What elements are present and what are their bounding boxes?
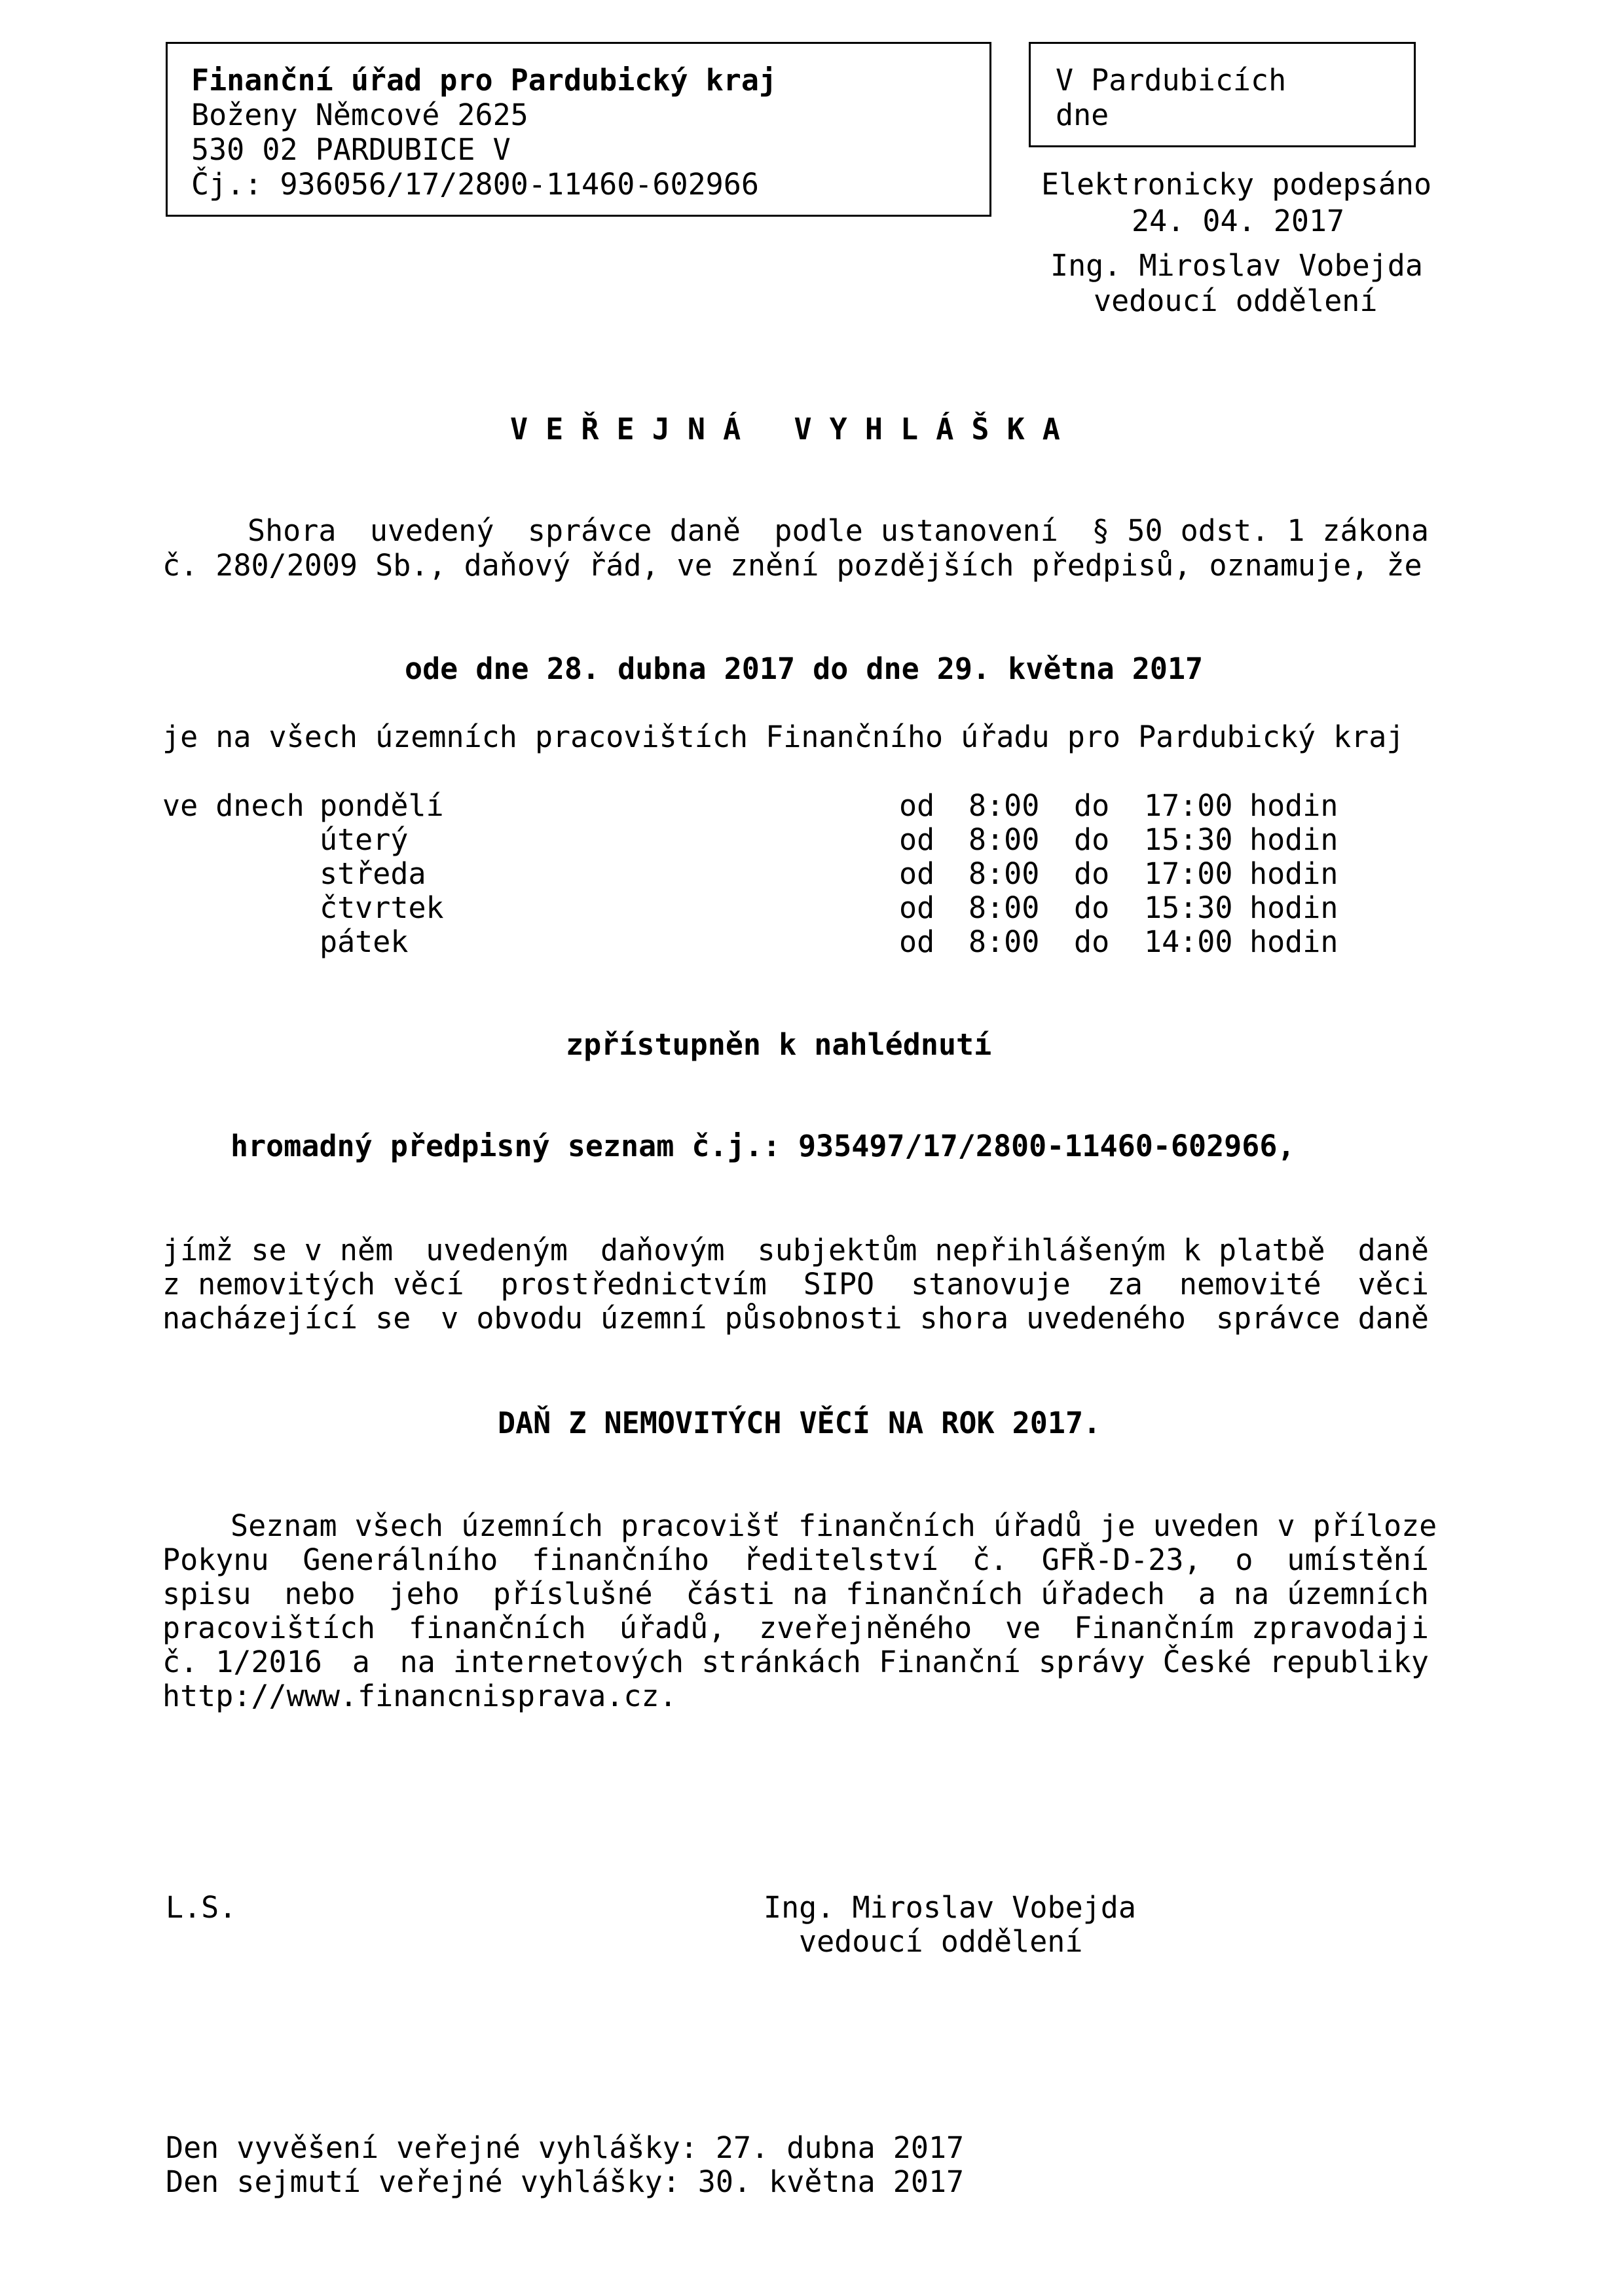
stamp-placeholder: L.S. bbox=[166, 1890, 237, 1925]
from-label: od bbox=[899, 856, 935, 891]
office-street: Boženy Němcové 2625 bbox=[191, 98, 528, 132]
body1-word: věci bbox=[1357, 1267, 1429, 1302]
footer-signer-name: Ing. Miroslav Vobejda bbox=[764, 1890, 1136, 1925]
schedule-prefix: ve dnech bbox=[162, 788, 304, 823]
body1-line bbox=[162, 1302, 1429, 1336]
reference-number: Čj.: 936056/17/2800-11460-602966 bbox=[191, 167, 759, 202]
to-time: 15:30 bbox=[1144, 822, 1233, 857]
body2-word: ředitelství bbox=[743, 1542, 938, 1577]
body1-word: jímž se v něm bbox=[162, 1233, 394, 1267]
body2-word: o bbox=[1235, 1542, 1253, 1577]
schedule-row bbox=[0, 789, 1624, 823]
body2-line bbox=[162, 1543, 1429, 1577]
date-label: dne bbox=[1056, 98, 1109, 132]
tax-title: DAŇ Z NEMOVITÝCH VĚCÍ NA ROK 2017. bbox=[498, 1406, 1101, 1440]
body2-word: GFŘ-D-23, bbox=[1041, 1542, 1202, 1577]
signer-name: Ing. Miroslav Vobejda bbox=[1050, 248, 1423, 283]
body1-word: daně bbox=[1357, 1233, 1429, 1267]
intro-word: správce daně bbox=[527, 513, 741, 548]
body2-line bbox=[162, 1645, 1429, 1679]
schedule-day: středa bbox=[320, 856, 426, 891]
body1-word: stanovuje bbox=[911, 1267, 1071, 1302]
intro-word: § 50 odst. 1 zákona bbox=[1092, 513, 1429, 548]
body1-word: za bbox=[1107, 1267, 1143, 1302]
body1-line bbox=[162, 1267, 1429, 1302]
schedule-day: úterý bbox=[320, 822, 409, 857]
schedule-row bbox=[0, 857, 1624, 891]
body2-word: a bbox=[352, 1645, 370, 1679]
schedule-day: čtvrtek bbox=[320, 890, 444, 925]
intro-word: uvedený bbox=[369, 513, 494, 548]
from-time: 8:00 bbox=[969, 856, 1040, 891]
signer-role: vedoucí oddělení bbox=[1094, 283, 1378, 318]
available-heading: zpřístupněn k nahlédnutí bbox=[566, 1027, 992, 1062]
availability-period: ode dne 28. dubna 2017 do dne 29. května 2017 bbox=[405, 651, 1204, 686]
removed-date: Den sejmutí veřejné vyhlášky: 30. května 2017 bbox=[166, 2164, 965, 2199]
schedule-day: pondělí bbox=[320, 788, 444, 823]
body2-word: č. bbox=[972, 1542, 1008, 1577]
hours-unit: hodin bbox=[1249, 856, 1338, 891]
body2-word: finančního bbox=[532, 1542, 710, 1577]
hours-unit: hodin bbox=[1249, 890, 1338, 925]
schedule-row bbox=[0, 891, 1624, 925]
body2-word: části na finančních úřadech bbox=[686, 1576, 1165, 1611]
body1-word: prostřednictvím bbox=[500, 1267, 767, 1302]
to-label: do bbox=[1074, 856, 1110, 891]
body1-line bbox=[162, 1233, 1429, 1267]
schedule-row bbox=[0, 925, 1624, 959]
from-time: 8:00 bbox=[969, 822, 1040, 857]
body2-word: pracovištích bbox=[162, 1611, 376, 1645]
body1-word: nacházející se bbox=[162, 1301, 411, 1336]
body1-word: uvedeným bbox=[426, 1233, 568, 1267]
footer-signer-role: vedoucí oddělení bbox=[799, 1924, 1083, 1959]
body2-word: příslušné bbox=[492, 1576, 653, 1611]
body2-word: zveřejněného bbox=[759, 1611, 972, 1645]
hours-unit: hodin bbox=[1249, 822, 1338, 857]
location-line: je na všech územních pracovištích Finančního úřadu pro Pardubický kraj bbox=[162, 720, 1405, 754]
intro-word: Shora bbox=[248, 513, 337, 548]
body1-word: daňovým bbox=[600, 1233, 725, 1267]
body2-word: spisu bbox=[162, 1576, 251, 1611]
from-time: 8:00 bbox=[969, 924, 1040, 959]
body2-word: umístění bbox=[1287, 1542, 1429, 1577]
to-label: do bbox=[1074, 890, 1110, 925]
body1-word: z nemovitých věcí bbox=[162, 1267, 464, 1302]
body2-word: Generálního bbox=[303, 1542, 498, 1577]
to-time: 14:00 bbox=[1144, 924, 1233, 959]
body1-word: nemovité bbox=[1179, 1267, 1321, 1302]
body2-line bbox=[231, 1508, 1437, 1543]
schedule-row bbox=[0, 823, 1624, 857]
from-time: 8:00 bbox=[969, 788, 1040, 823]
to-label: do bbox=[1074, 822, 1110, 857]
hours-unit: hodin bbox=[1249, 924, 1338, 959]
body1-word: v obvodu územní působnosti shora uvedeného bbox=[441, 1301, 1187, 1336]
to-label: do bbox=[1074, 924, 1110, 959]
to-time: 17:00 bbox=[1144, 856, 1233, 891]
office-name: Finanční úřad pro Pardubický kraj bbox=[191, 63, 777, 98]
body2-word: a na územních bbox=[1198, 1576, 1429, 1611]
document-title: V E Ř E J N Á V Y H L Á Š K A bbox=[510, 412, 1060, 446]
from-label: od bbox=[899, 890, 935, 925]
schedule-day: pátek bbox=[320, 924, 409, 959]
body2-word: Seznam všech územních pracovišť finančních úřadů je uveden v příloze bbox=[231, 1508, 1437, 1543]
from-label: od bbox=[899, 788, 935, 823]
body2-line bbox=[162, 1577, 1429, 1611]
body2-line bbox=[162, 1611, 1429, 1645]
office-city: 530 02 PARDUBICE V bbox=[191, 132, 511, 167]
website-url: http://www.financnisprava.cz. bbox=[162, 1679, 677, 1713]
intro-word: podle ustanovení bbox=[774, 513, 1058, 548]
intro-line-2: č. 280/2009 Sb., daňový řád, ve znění pozdějších předpisů, oznamuje, že bbox=[162, 548, 1422, 583]
list-reference: hromadný předpisný seznam č.j.: 935497/17/2800-11460-602966, bbox=[231, 1129, 1295, 1163]
from-label: od bbox=[899, 924, 935, 959]
body1-word: SIPO bbox=[803, 1267, 875, 1302]
intro-line-1 bbox=[248, 514, 1429, 548]
body2-word: Pokynu bbox=[162, 1542, 269, 1577]
to-time: 15:30 bbox=[1144, 890, 1233, 925]
from-label: od bbox=[899, 822, 935, 857]
signed-label: Elektronicky podepsáno bbox=[1041, 167, 1432, 202]
body2-word: ve bbox=[1005, 1611, 1041, 1645]
hours-unit: hodin bbox=[1249, 788, 1338, 823]
body2-word: č. 1/2016 bbox=[162, 1645, 322, 1679]
body2-word: na internetových stránkách Finanční správy České republiky bbox=[399, 1645, 1429, 1679]
body2-word: nebo bbox=[284, 1576, 356, 1611]
to-label: do bbox=[1074, 788, 1110, 823]
signed-date: 24. 04. 2017 bbox=[1132, 204, 1345, 238]
body2-word: jeho bbox=[388, 1576, 460, 1611]
from-time: 8:00 bbox=[969, 890, 1040, 925]
body2-word: finančních bbox=[408, 1611, 586, 1645]
body2-word: Finančním zpravodaji bbox=[1074, 1611, 1429, 1645]
place: V Pardubicích bbox=[1056, 63, 1287, 98]
to-time: 17:00 bbox=[1144, 788, 1233, 823]
posted-date: Den vyvěšení veřejné vyhlášky: 27. dubna 2017 bbox=[166, 2130, 965, 2165]
body1-word: správce daně bbox=[1215, 1301, 1429, 1336]
body1-word: subjektům nepřihlášeným k platbě bbox=[757, 1233, 1325, 1267]
body2-word: úřadů, bbox=[619, 1611, 726, 1645]
